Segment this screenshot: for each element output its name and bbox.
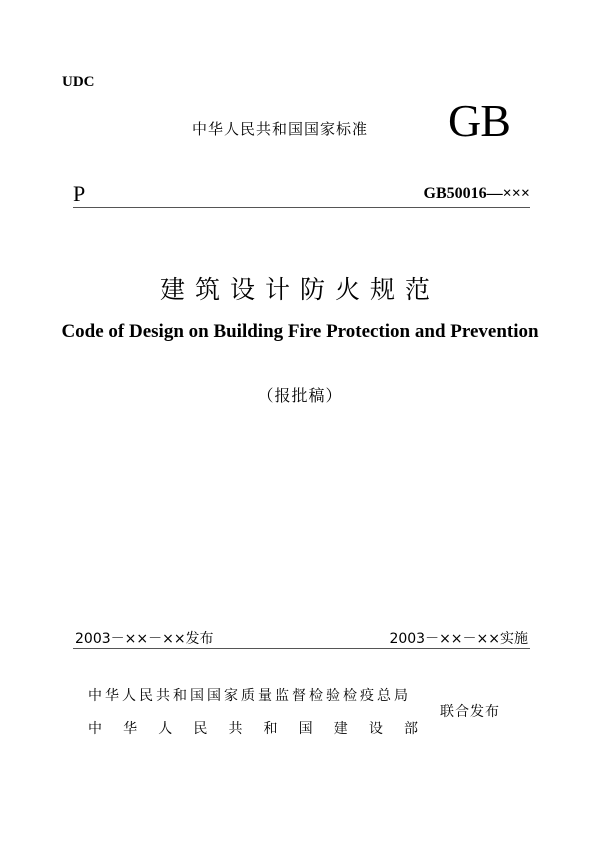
issuer-char: 国 (298, 721, 313, 737)
issuer-ministry-of-construction (88, 718, 418, 738)
joint-issue-label: 联合发布 (440, 704, 500, 720)
issuer-char: 部 (403, 721, 418, 737)
footer-divider (73, 648, 530, 649)
classification-code: P (73, 181, 86, 206)
standard-number: GB50016—××× (423, 185, 530, 202)
document-title-english: Code of Design on Building Fire Protection and Prevention (61, 321, 539, 342)
issuer-char: 民 (193, 721, 208, 737)
implementation-date: 2003－××－××实施 (389, 631, 528, 647)
gb-logo: GB (448, 95, 510, 146)
issuer-char: 共 (228, 721, 243, 737)
draft-status: （报批稿） (257, 386, 343, 405)
issuer-char: 华 (123, 721, 138, 737)
issue-date: 2003－××－××发布 (75, 631, 214, 647)
issuer-char: 人 (158, 721, 173, 737)
udc-label: UDC (62, 74, 95, 90)
header-divider (73, 207, 530, 208)
issuer-char: 建 (333, 721, 348, 737)
issuer-aqsiq: 中华人民共和国国家质量监督检验检疫总局 (88, 688, 411, 704)
national-standard-label: 中华人民共和国国家标准 (192, 120, 369, 138)
issuer-char: 中 (88, 721, 102, 737)
issuer-char: 和 (263, 721, 278, 737)
issuer-char: 设 (368, 721, 383, 737)
document-title-chinese: 建筑设计防火规范 (159, 275, 440, 304)
